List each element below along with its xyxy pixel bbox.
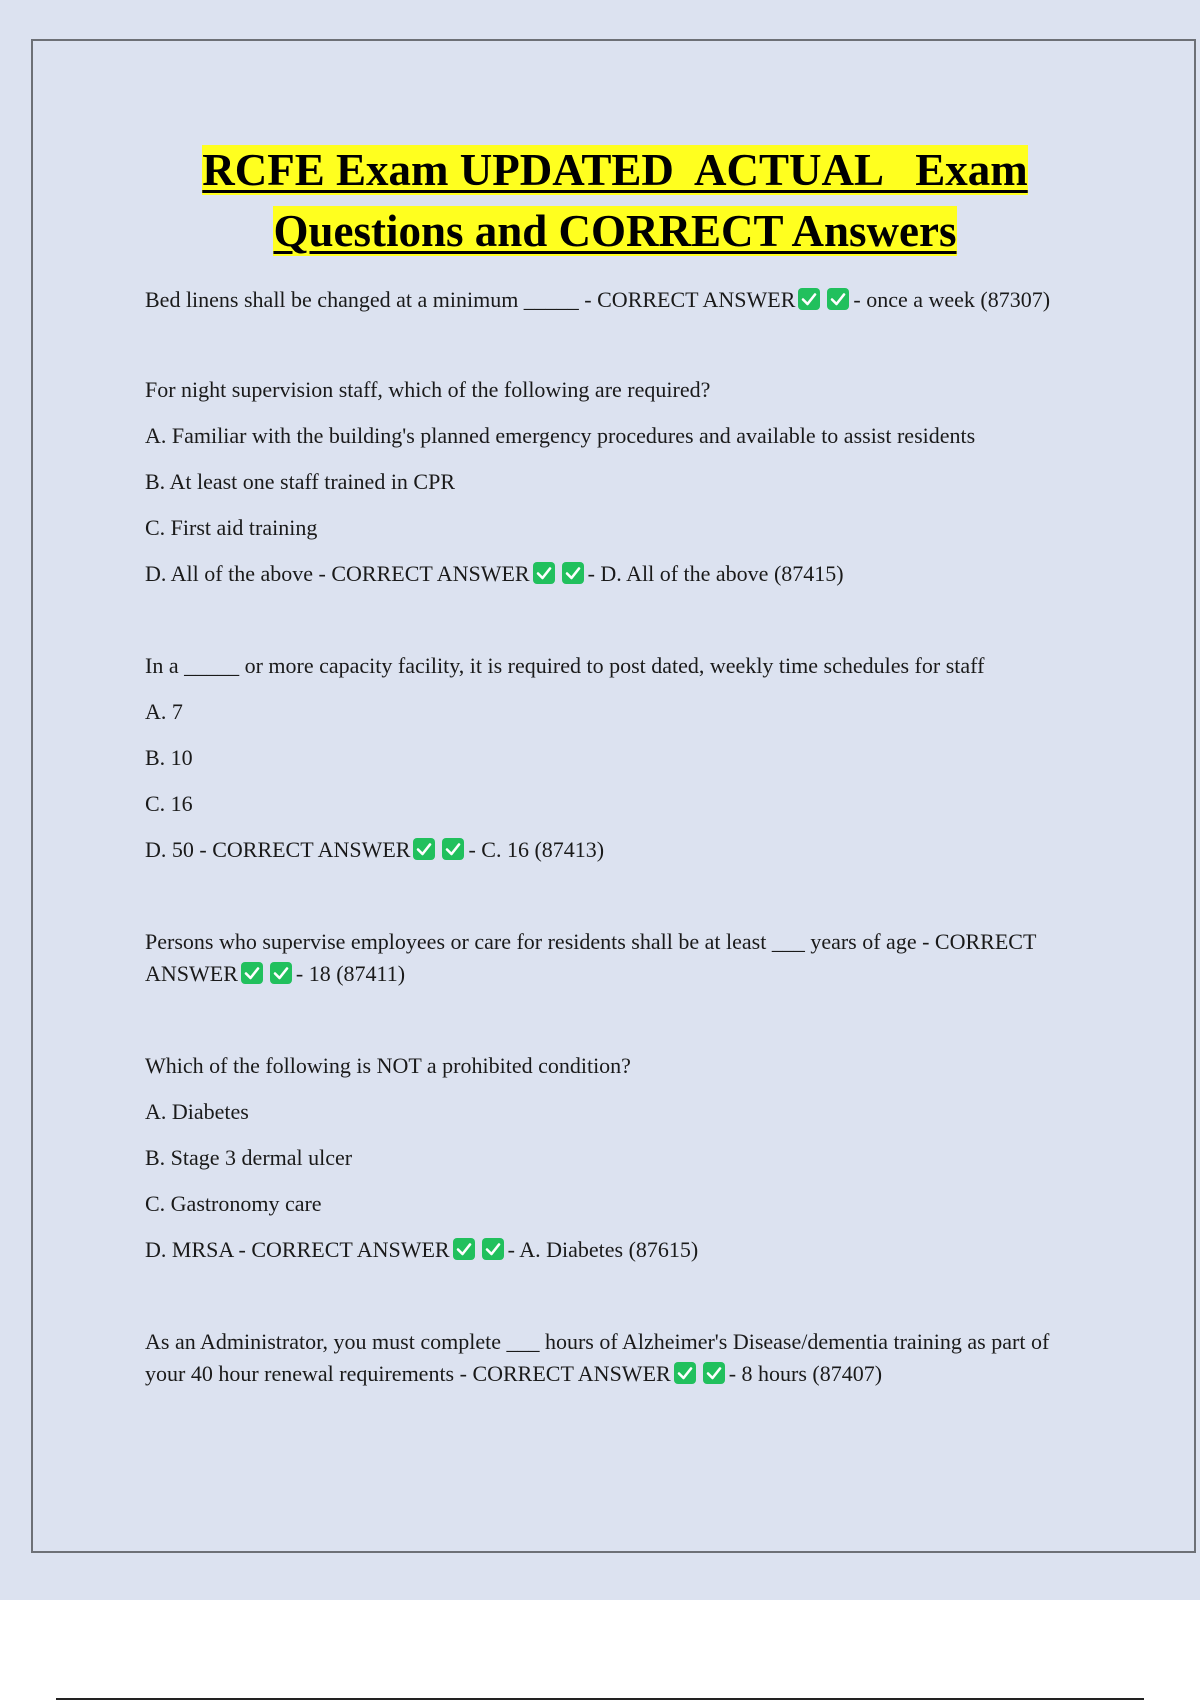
- question-text: As an Administrator, you must complete ___ hours of Alzheimer's Disease/dementia training as part of your 40 hour renewal requirements - CORRECT ANSWER: [145, 1329, 1050, 1386]
- option-c: C. First aid training: [145, 515, 318, 540]
- option-a: A. Diabetes: [145, 1099, 249, 1124]
- option-a: A. 7: [145, 699, 183, 724]
- document-content: [145, 140, 1085, 1390]
- question-2: For night supervision staff, which of the following are required?: [145, 377, 711, 402]
- option-d: [145, 544, 1085, 590]
- check-box-icon: [798, 288, 820, 310]
- check-box-icon: [241, 962, 263, 984]
- answer-text: - A. Diabetes (87615): [507, 1237, 699, 1262]
- option-c: C. Gastronomy care: [145, 1191, 322, 1216]
- option-b: B. 10: [145, 745, 193, 770]
- question-6: [145, 1326, 1085, 1390]
- option-b: B. At least one staff trained in CPR: [145, 469, 456, 494]
- option-d-text: D. 50 - CORRECT ANSWER: [145, 837, 411, 862]
- option-d-text: D. All of the above - CORRECT ANSWER: [145, 561, 530, 586]
- question-text: Persons who supervise employees or care for residents shall be at least ___ years of age - CORRECT ANSWER: [145, 929, 1036, 986]
- check-box-icon: [482, 1238, 504, 1260]
- option-d: [145, 1220, 1085, 1266]
- check-box-icon: [270, 962, 292, 984]
- check-box-icon: [703, 1362, 725, 1384]
- check-box-icon: [533, 562, 555, 584]
- question-text: Bed linens shall be changed at a minimum _____ - CORRECT ANSWER: [145, 287, 796, 312]
- option-a: A. Familiar with the building's planned emergency procedures and available to assist residents: [145, 423, 976, 448]
- answer-text: - 8 hours (87407): [728, 1361, 883, 1386]
- answer-text: - 18 (87411): [295, 961, 406, 986]
- title-line-1: RCFE Exam UPDATED ACTUAL Exam: [202, 145, 1028, 195]
- question-3: In a _____ or more capacity facility, it is required to post dated, weekly time schedules for staff: [145, 653, 985, 678]
- option-b: B. Stage 3 dermal ulcer: [145, 1145, 353, 1170]
- question-4: [145, 926, 1085, 990]
- check-box-icon: [827, 288, 849, 310]
- title-line-2: Questions and CORRECT Answers: [273, 206, 957, 256]
- answer-text: - C. 16 (87413): [468, 837, 605, 862]
- check-box-icon: [562, 562, 584, 584]
- check-box-icon: [413, 838, 435, 860]
- document-title: [145, 140, 1085, 262]
- question-1: [145, 284, 1085, 316]
- option-c: C. 16: [145, 791, 193, 816]
- option-d: [145, 820, 1085, 866]
- answer-text: - D. All of the above (87415): [587, 561, 844, 586]
- check-box-icon: [453, 1238, 475, 1260]
- answer-text: - once a week (87307): [853, 287, 1051, 312]
- option-d-text: D. MRSA - CORRECT ANSWER: [145, 1237, 450, 1262]
- check-box-icon: [442, 838, 464, 860]
- check-box-icon: [674, 1362, 696, 1384]
- question-5: Which of the following is NOT a prohibited condition?: [145, 1053, 631, 1078]
